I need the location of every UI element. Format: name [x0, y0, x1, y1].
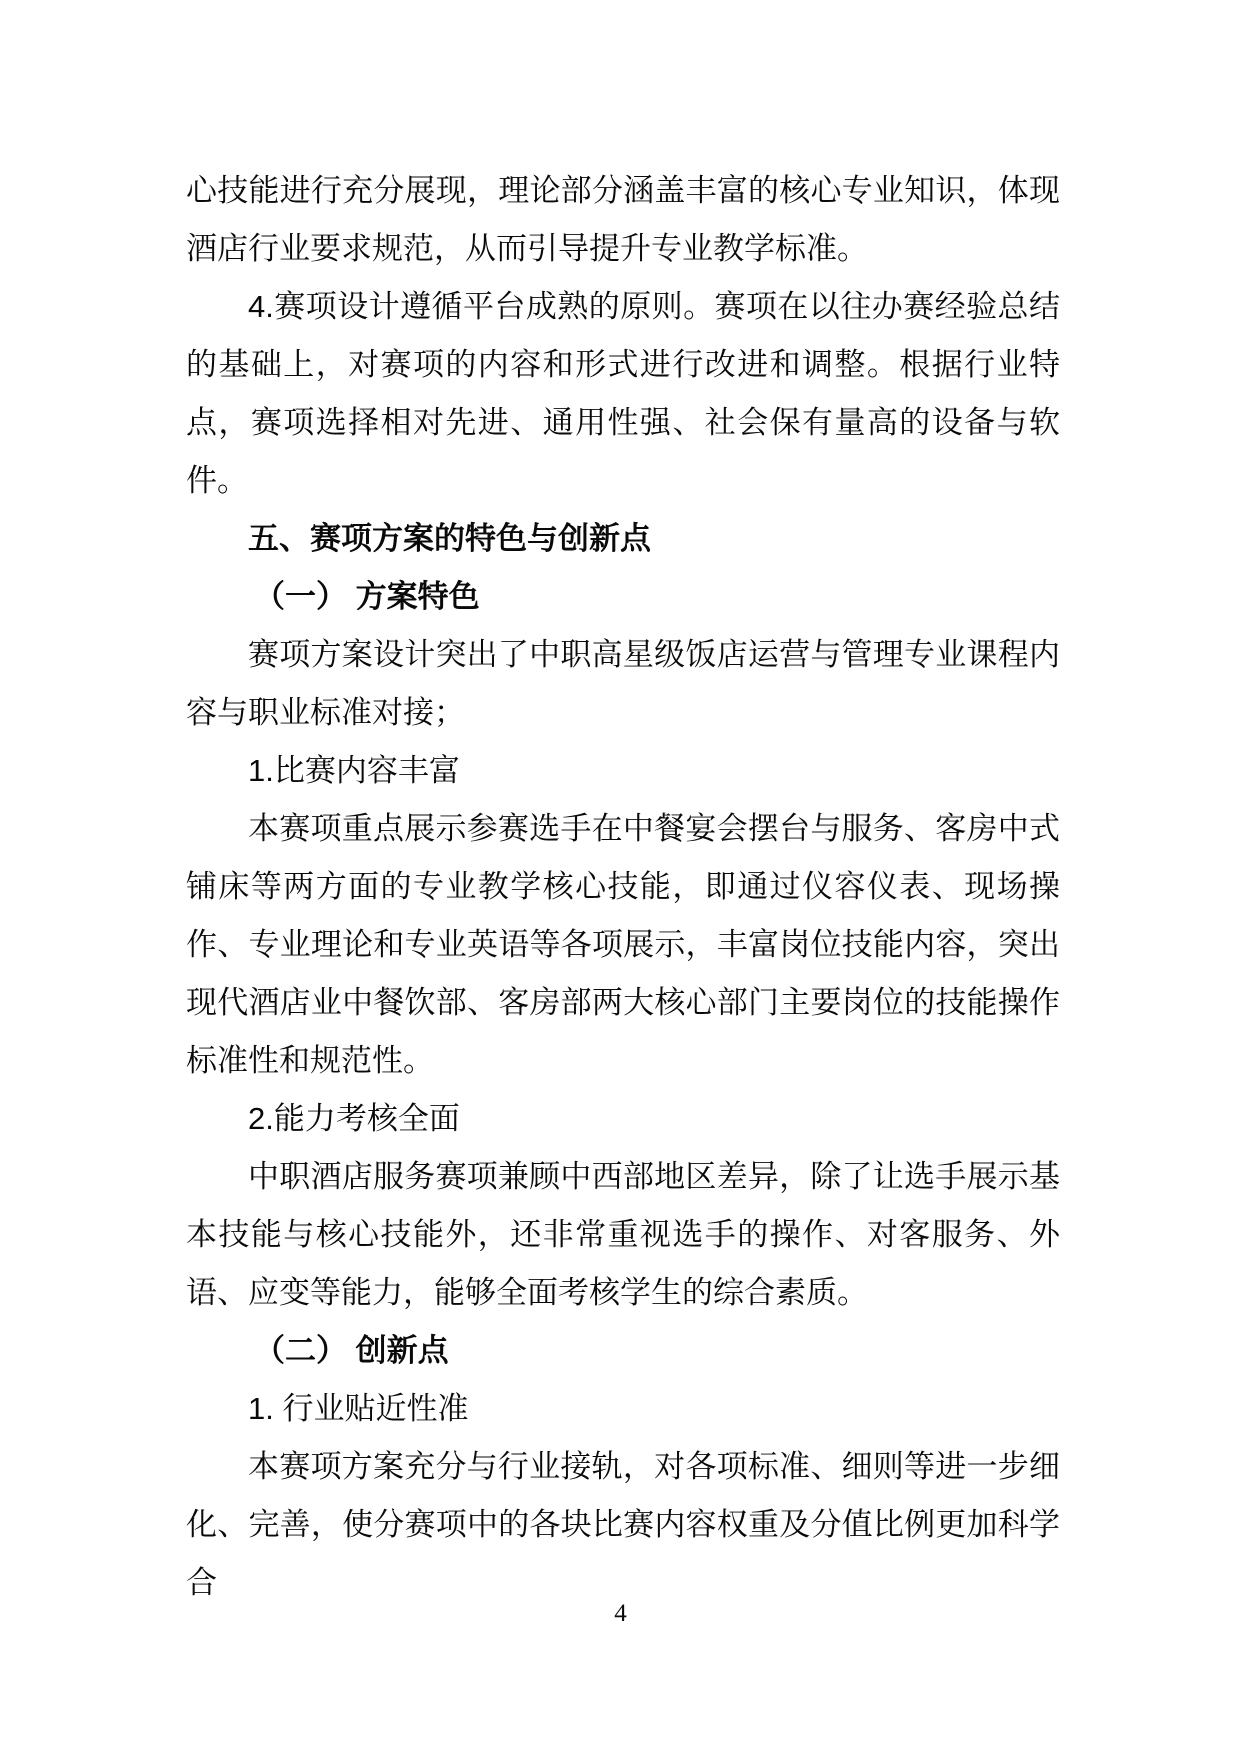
paragraph: 中职酒店服务赛项兼顾中西部地区差异，除了让选手展示基本技能与核心技能外，还非常重视选手的操作、对客服务、外语、应变等能力，能够全面考核学生的综合素质。 — [186, 1159, 1060, 1310]
numbered-point: 1.比赛内容丰富 — [248, 753, 460, 788]
section-heading: 五、赛项方案的特色与创新点 — [248, 521, 651, 556]
subsection-heading: （一） 方案特色 — [254, 579, 480, 614]
numbered-point: 1. 行业贴近性准 — [248, 1391, 469, 1426]
paragraph: 本赛项方案充分与行业接轨，对各项标准、细则等进一步细化、完善，使分赛项中的各块比赛内容权重及分值比例更加科学合 — [186, 1449, 1060, 1600]
paragraph: 赛项方案设计突出了中职高星级饭店运营与管理专业课程内容与职业标准对接； — [186, 637, 1060, 730]
paragraph-continuation: 心技能进行充分展现，理论部分涵盖丰富的核心专业知识，体现酒店行业要求规范，从而引导提升专业教学标准。 — [186, 173, 1060, 266]
subsection-heading: （二） 创新点 — [254, 1333, 449, 1368]
page-number: 4 — [614, 1600, 627, 1627]
paragraph: 4.赛项设计遵循平台成熟的原则。赛项在以往办赛经验总结的基础上，对赛项的内容和形式进行改进和调整。根据行业特点，赛项选择相对先进、通用性强、社会保有量高的设备与软件。 — [186, 289, 1060, 498]
numbered-point: 2.能力考核全面 — [248, 1101, 460, 1136]
paragraph: 本赛项重点展示参赛选手在中餐宴会摆台与服务、客房中式铺床等两方面的专业教学核心技能，即通过仪容仪表、现场操作、专业理论和专业英语等各项展示，丰富岗位技能内容，突出现代酒店业中餐饮部、客房部两大核心部门主要岗位的技能操作标准性和规范性。 — [186, 811, 1060, 1078]
document-text-block — [186, 162, 1060, 1612]
